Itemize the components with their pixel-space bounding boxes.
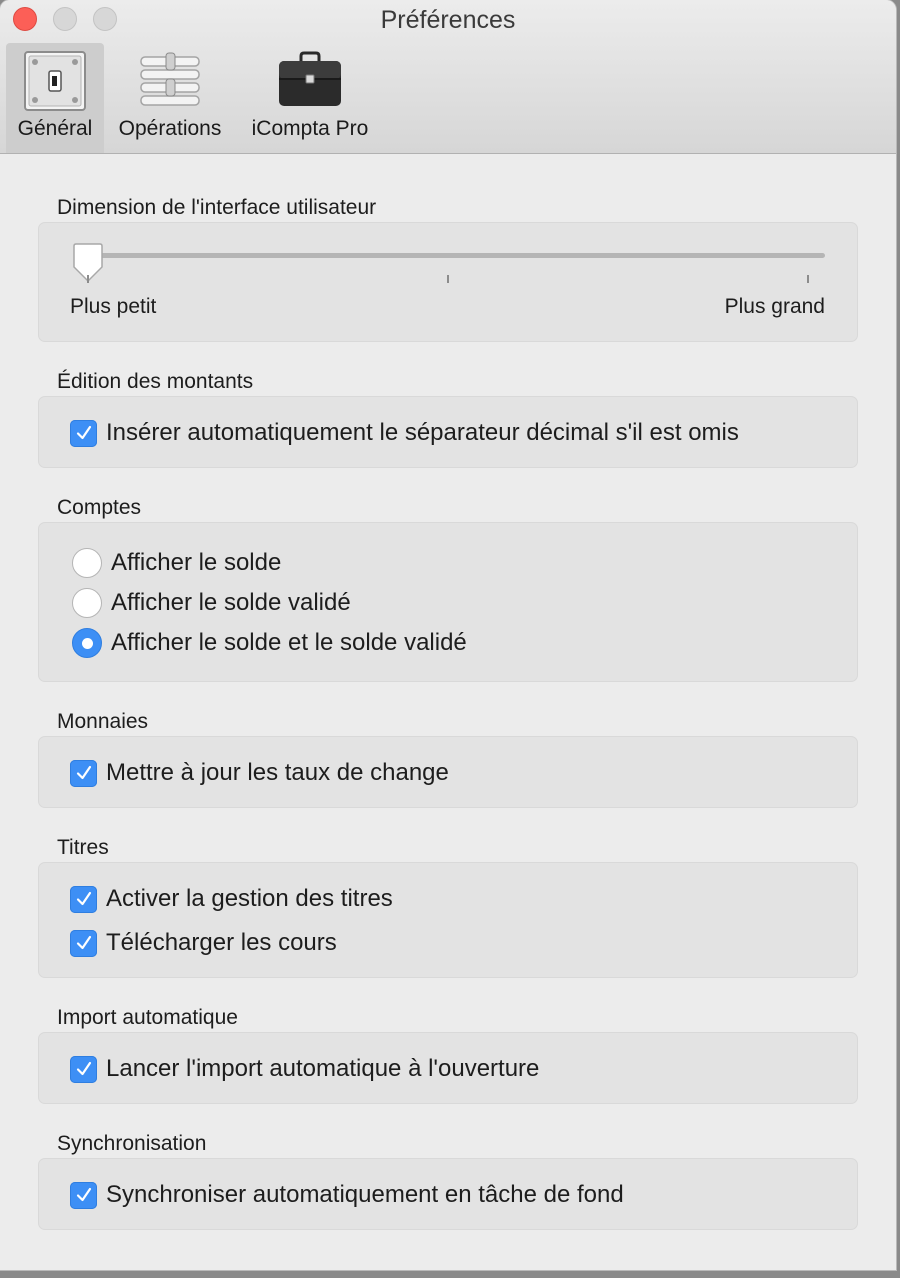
slider-max-label: Plus grand <box>724 295 825 318</box>
radio-show-balance-label: Afficher le solde <box>111 549 282 576</box>
enable-securities-checkbox[interactable] <box>70 886 97 913</box>
section-title-accounts: Comptes <box>57 496 142 519</box>
auto-import-checkbox[interactable] <box>70 1056 97 1083</box>
slider-tick <box>87 275 89 283</box>
amounts-group <box>38 396 858 468</box>
radio-show-validated-balance[interactable] <box>72 588 102 618</box>
tab-general[interactable] <box>6 43 104 153</box>
auto-decimal-checkbox-row[interactable] <box>70 419 739 447</box>
checkmark-icon <box>74 1059 94 1079</box>
checkmark-icon <box>74 763 94 783</box>
briefcase-icon <box>277 51 343 114</box>
window-title: Préférences <box>380 6 516 34</box>
auto-import-label: Lancer l'import automatique à l'ouverture <box>106 1055 540 1082</box>
toggle-switch-icon <box>24 51 86 116</box>
ui-size-group <box>38 222 858 342</box>
checkmark-icon <box>74 1185 94 1205</box>
auto-sync-label: Synchroniser automatiquement en tâche de fond <box>106 1181 624 1208</box>
auto-decimal-checkbox[interactable] <box>70 420 97 447</box>
download-quotes-checkbox-row[interactable] <box>70 929 337 957</box>
radio-show-both-balances[interactable] <box>72 628 102 658</box>
tab-operations-label: Opérations <box>118 117 222 140</box>
auto-import-group <box>38 1032 858 1104</box>
radio-show-both-balances-row[interactable] <box>72 627 467 659</box>
radio-show-both-balances-label: Afficher le solde et le solde validé <box>111 629 467 656</box>
update-rates-label: Mettre à jour les taux de change <box>106 759 449 786</box>
section-title-auto-import: Import automatique <box>57 1006 238 1029</box>
enable-securities-checkbox-row[interactable] <box>70 885 393 913</box>
auto-sync-checkbox-row[interactable] <box>70 1181 624 1209</box>
radio-show-validated-balance-label: Afficher le solde validé <box>111 589 351 616</box>
general-preferences-pane <box>0 154 896 1270</box>
radio-show-balance-row[interactable] <box>72 547 281 579</box>
section-title-sync: Synchronisation <box>57 1132 207 1155</box>
toolbar <box>0 0 896 154</box>
radio-show-balance[interactable] <box>72 548 102 578</box>
tab-operations[interactable] <box>108 43 232 153</box>
slider-tick <box>447 275 449 283</box>
download-quotes-checkbox[interactable] <box>70 930 97 957</box>
radio-show-validated-balance-row[interactable] <box>72 587 351 619</box>
ui-size-slider-track[interactable] <box>87 253 825 258</box>
auto-decimal-label: Insérer automatiquement le séparateur décimal s'il est omis <box>106 419 739 446</box>
update-rates-checkbox-row[interactable] <box>70 759 449 787</box>
tab-icompta-pro-label: iCompta Pro <box>251 117 369 140</box>
accounts-group <box>38 522 858 682</box>
tab-general-label: Général <box>17 117 93 140</box>
checkmark-icon <box>74 933 94 953</box>
slider-min-label: Plus petit <box>70 295 157 318</box>
sliders-icon <box>139 51 201 112</box>
tab-icompta-pro[interactable] <box>240 43 380 153</box>
section-title-ui-size: Dimension de l'interface utilisateur <box>57 196 377 219</box>
slider-tick <box>807 275 809 283</box>
checkmark-icon <box>74 423 94 443</box>
section-title-amounts: Édition des montants <box>57 370 254 393</box>
auto-sync-checkbox[interactable] <box>70 1182 97 1209</box>
securities-group <box>38 862 858 978</box>
auto-import-checkbox-row[interactable] <box>70 1055 539 1083</box>
section-title-currencies: Monnaies <box>57 710 149 733</box>
enable-securities-label: Activer la gestion des titres <box>106 885 393 912</box>
currencies-group <box>38 736 858 808</box>
section-title-securities: Titres <box>57 836 109 859</box>
sync-group <box>38 1158 858 1230</box>
download-quotes-label: Télécharger les cours <box>106 929 337 956</box>
checkmark-icon <box>74 889 94 909</box>
update-rates-checkbox[interactable] <box>70 760 97 787</box>
